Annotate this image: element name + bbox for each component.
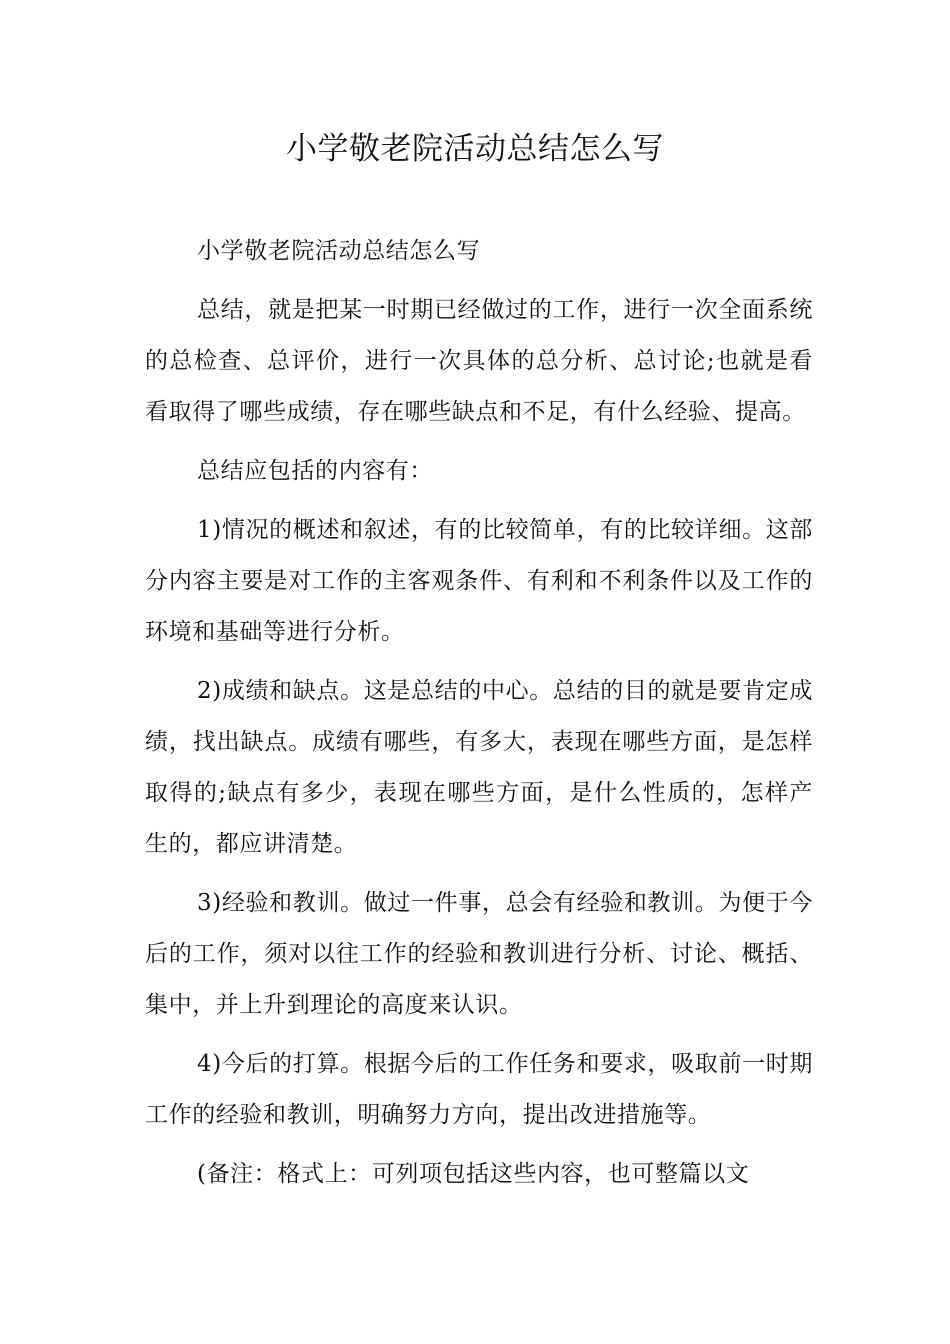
paragraph-subtitle: 小学敬老院活动总结怎么写: [197, 238, 481, 264]
document-body: [145, 226, 813, 1208]
page-title: 小学敬老院活动总结怎么写: [286, 131, 664, 167]
paragraph-contents-intro: 总结应包括的内容有：: [197, 458, 433, 484]
paragraph-item-1: 1)情况的概述和叙述，有的比较简单，有的比较详细。这部分内容主要是对工作的主客观条件、有利和不利条件以及工作的环境和基础等进行分析。: [145, 517, 813, 645]
paragraph-item-3: 3)经验和教训。做过一件事，总会有经验和教训。为便于今后的工作，须对以往工作的经验和教训进行分析、讨论、概括、集中，并上升到理论的高度来认识。: [145, 890, 813, 1018]
paragraph-definition: 总结，就是把某一时期已经做过的工作，进行一次全面系统的总检查、总评价，进行一次具体的总分析、总讨论;也就是看看取得了哪些成绩，存在哪些缺点和不足，有什么经验、提高。: [145, 297, 813, 425]
paragraph-item-2: 2)成绩和缺点。这是总结的中心。总结的目的就是要肯定成绩，找出缺点。成绩有哪些，有多大，表现在哪些方面，是怎样取得的;缺点有多少，表现在哪些方面，是什么性质的，怎样产生的，都应讲清楚。: [145, 678, 813, 857]
paragraph-note: (备注：格式上：可列项包括这些内容，也可整篇以文: [197, 1161, 750, 1187]
paragraph-item-4: 4)今后的打算。根据今后的工作任务和要求，吸取前一时期工作的经验和教训，明确努力方向，提出改进措施等。: [145, 1051, 813, 1128]
